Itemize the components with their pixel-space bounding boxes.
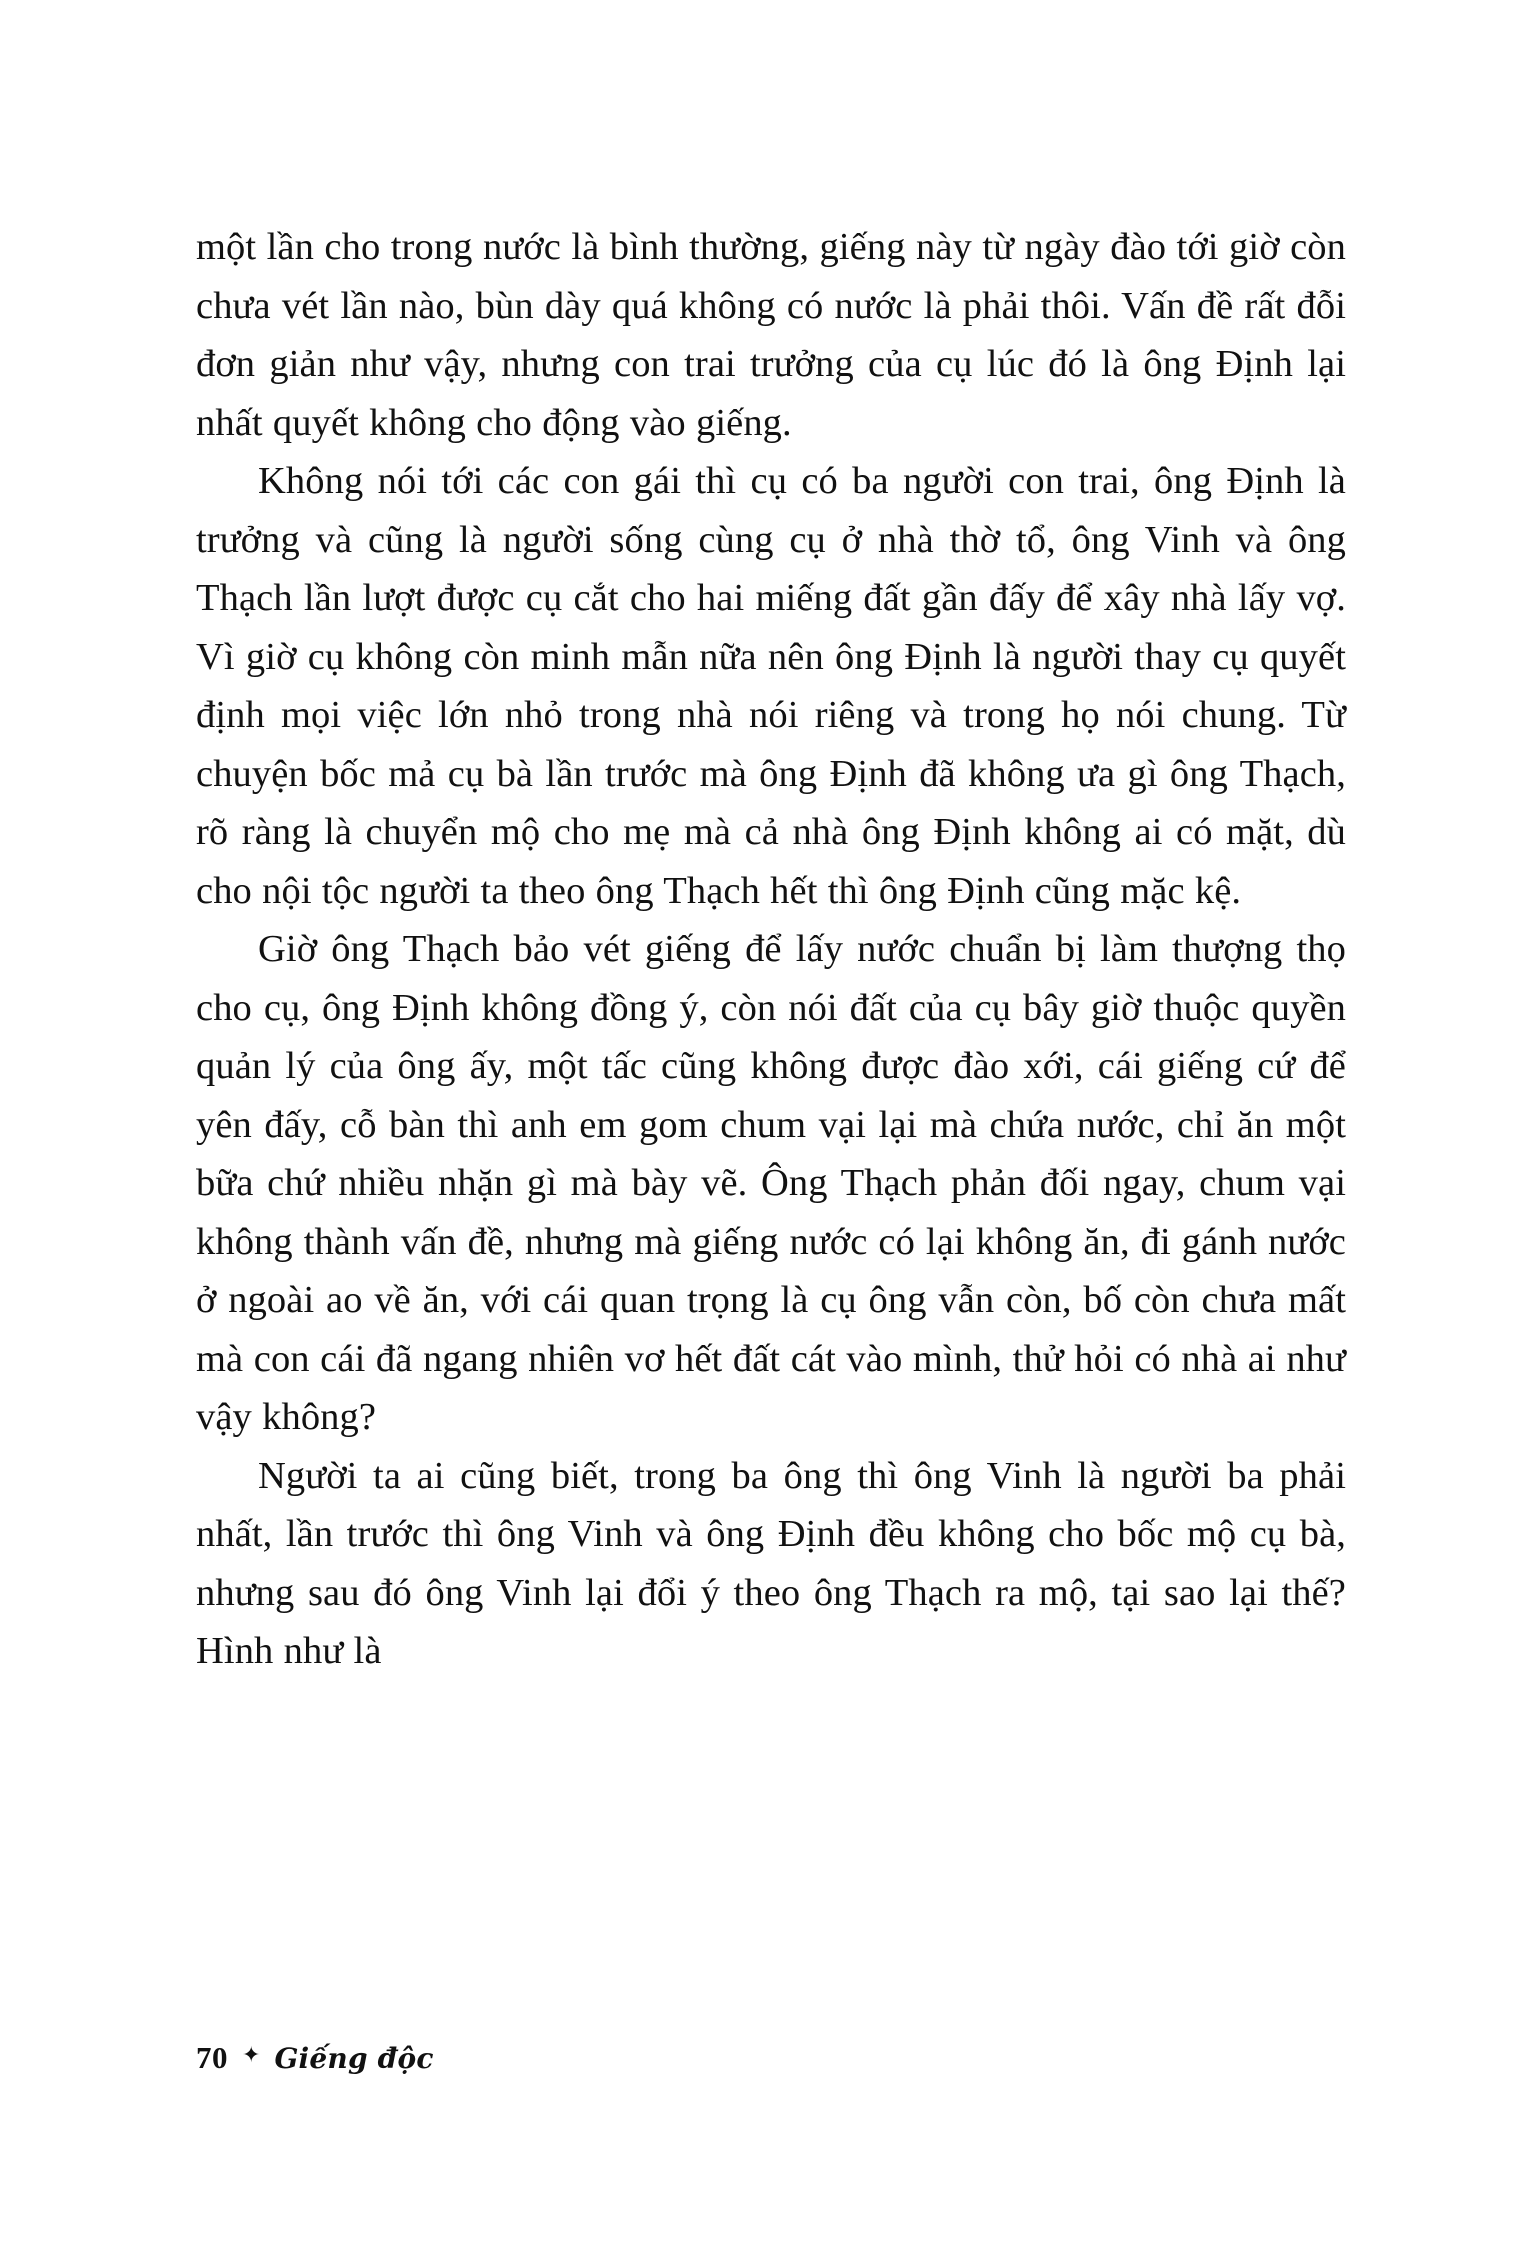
page-number: 70 xyxy=(196,2040,228,2075)
body-text-column xyxy=(196,218,1346,1681)
paragraph-3: Giờ ông Thạch bảo vét giếng để lấy nước chuẩn bị làm thượng thọ cho cụ, ông Định không đồng ý, còn nói đất của cụ bây giờ thuộc quyền quản lý của ông ấy, một tấc cũng không được đào xới, cái giếng cứ để yên đấy, cỗ bàn thì anh em gom chum vại lại mà chứa nước, chỉ ăn một bữa chứ nhiều nhặn gì mà bày vẽ. Ông Thạch phản đối ngay, chum vại không thành vấn đề, nhưng mà giếng nước có lại không ăn, đi gánh nước ở ngoài ao về ăn, với cái quan trọng là cụ ông vẫn còn, bố còn chưa mất mà con cái đã ngang nhiên vơ hết đất cát vào mình, thử hỏi có nhà ai như vậy không? xyxy=(196,928,1346,1438)
paragraph-4: Người ta ai cũng biết, trong ba ông thì ông Vinh là người ba phải nhất, lần trước thì ông Vinh và ông Định đều không cho bốc mộ cụ bà, nhưng sau đó ông Vinh lại đổi ý theo ông Thạch ra mộ, tại sao lại thế? Hình như là xyxy=(196,1454,1346,1672)
diamond-icon: ✦ xyxy=(242,2043,261,2068)
paragraph-1: một lần cho trong nước là bình thường, giếng này từ ngày đào tới giờ còn chưa vét lần nào, bùn dày quá không có nước là phải thôi. Vấn đề rất đỗi đơn giản như vậy, nhưng con trai trưởng của cụ lúc đó là ông Định lại nhất quyết không cho động vào giếng. xyxy=(196,226,1346,444)
paragraph-2: Không nói tới các con gái thì cụ có ba người con trai, ông Định là trưởng và cũng là người sống cùng cụ ở nhà thờ tổ, ông Vinh và ông Thạch lần lượt được cụ cắt cho hai miếng đất gần đấy để xây nhà lấy vợ. Vì giờ cụ không còn minh mẫn nữa nên ông Định là người thay cụ quyết định mọi việc lớn nhỏ trong nhà nói riêng và trong họ nói chung. Từ chuyện bốc mả cụ bà lần trước mà ông Định đã không ưa gì ông Thạch, rõ ràng là chuyển mộ cho mẹ mà cả nhà ông Định không ai có mặt, dù cho nội tộc người ta theo ông Thạch hết thì ông Định cũng mặc kệ. xyxy=(196,460,1346,912)
page-footer xyxy=(196,2040,434,2076)
book-title: Giếng độc xyxy=(274,2041,434,2075)
